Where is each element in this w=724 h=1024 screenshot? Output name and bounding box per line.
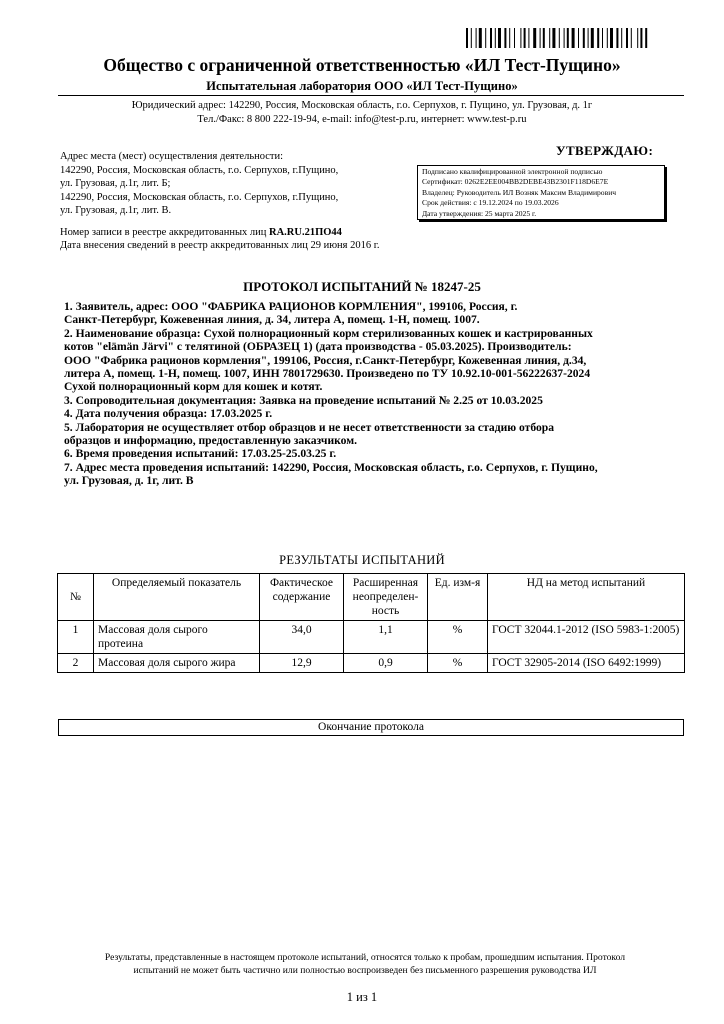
protocol-item-line: 6. Время проведения испытаний: 17.03.25-25.03.25 г. — [64, 447, 337, 461]
protocol-item-line: 2. Наименование образца: Сухой полнорационный корм стерилизованных кошек и кастрированных — [64, 326, 593, 340]
signature-line: Сертификат: 0262E2EE004BB2DEBE43B2301F118D6E7E — [422, 177, 609, 187]
row-number: 2 — [58, 654, 94, 673]
footer-line: испытаний не может быть частично или полностью воспроизведен без письменного разрешения руководства ИЛ — [133, 964, 597, 976]
col-value: Фактическое содержание — [260, 574, 344, 621]
activity-address-line: Адрес места (мест) осуществления деятельности: — [60, 151, 284, 162]
row-uncertainty: 0,9 — [344, 654, 428, 673]
protocol-item-line: литера А, помещ. 1-Н, помещ. 1007, ИНН 7801729630. Произведено по ТУ 10.92.10-001-56222637-2024 — [64, 367, 591, 381]
protocol-title: ПРОТОКОЛ ИСПЫТАНИЙ № 18247-25 — [243, 279, 481, 294]
protocol-item-line: котов "elämän Järvi" с телятиной (ОБРАЗЕЦ 1) (дата производства - 05.03.2025). Производитель: — [64, 340, 572, 354]
col-unit: Ед. изм-я — [428, 574, 488, 621]
legal-address: Юридический адрес: 142290, Россия, Московская область, г.о. Серпухов, г. Пущино, ул. Грузовая, д. 1г — [131, 100, 593, 111]
row-indicator: Массовая доля сырого жира — [94, 654, 260, 673]
col-uncertainty: Расширенная неопределен-ность — [344, 574, 428, 621]
activity-address-line: 142290, Россия, Московская область, г.о. Серпухов, г.Пущино, — [60, 191, 339, 203]
col-method: НД на метод испытаний — [488, 574, 685, 621]
protocol-item-line: 7. Адрес места проведения испытаний: 142290, Россия, Московская область, г.о. Серпухов, г. Пущино, — [64, 460, 598, 474]
protocol-item-line: Сухой полнорационный корм для кошек и котят. — [64, 380, 323, 394]
footer-line: Результаты, представленные в настоящем протоколе испытаний, относятся только к пробам, прошедшим испытания. Протокол — [104, 952, 626, 963]
protocol-item-line: ООО "Фабрика рационов кормления", 199106, Россия, г.Санкт-Петербург, Кожевенная линия, д.34, — [64, 353, 587, 367]
results-title: РЕЗУЛЬТАТЫ ИСПЫТАНИЙ — [279, 553, 445, 567]
registry-date: Дата внесения сведений в реестр аккредитованных лиц 29 июня 2016 г. — [60, 240, 380, 251]
row-number: 1 — [58, 621, 94, 654]
lab-name: Испытательная лаборатория ООО «ИЛ Тест-Пущино» — [206, 79, 518, 93]
end-of-protocol: Окончание протокола — [58, 719, 684, 736]
header-divider — [58, 95, 684, 96]
activity-address — [60, 150, 400, 218]
signature-line: Подписано квалифицированной электронной подписью — [422, 167, 603, 176]
barcode — [466, 28, 666, 48]
protocol-item-line: образцов и информацию, предоставленную заказчиком. — [64, 434, 358, 448]
protocol-item-line: 4. Дата получения образца: 17.03.2025 г. — [64, 407, 273, 421]
col-indicator: Определяемый показатель — [94, 574, 260, 621]
protocol-item-line: 1. Заявитель, адрес: ООО "ФАБРИКА РАЦИОНОВ КОРМЛЕНИЯ", 199106, Россия, г. — [64, 300, 518, 313]
activity-address-line: ул. Грузовая, д.1г, лит. Б; — [60, 178, 171, 189]
col-number: № — [58, 574, 94, 621]
table-row — [58, 621, 685, 654]
protocol-item-line: 3. Сопроводительная документация: Заявка на проведение испытаний № 2.25 от 10.03.2025 — [64, 393, 543, 407]
signature-line: Срок действия: с 19.12.2024 по 19.03.2026 — [422, 198, 559, 208]
footer-disclaimer — [60, 952, 670, 977]
protocol-item-line: ул. Грузовая, д. 1г, лит. В — [64, 474, 194, 488]
contacts: Тел./Факс: 8 800 222-19-94, e-mail: info@test-p.ru, интернет: www.test-p.ru — [197, 114, 527, 125]
protocol-items — [64, 300, 704, 488]
signature-stamp — [417, 165, 665, 220]
row-unit: % — [428, 654, 488, 673]
row-indicator: Массовая доля сырого протеина — [94, 621, 260, 654]
row-value: 12,9 — [260, 654, 344, 673]
protocol-item-line: 5. Лаборатория не осуществляет отбор образцов и не несет ответственности за стадию отбора — [64, 420, 555, 434]
company-title: Общество с ограниченной ответственностью «ИЛ Тест-Пущино» — [103, 55, 621, 75]
registry-number — [60, 226, 460, 239]
page-number: 1 из 1 — [346, 990, 378, 1004]
row-unit: % — [428, 621, 488, 654]
row-method: ГОСТ 32905-2014 (ISO 6492:1999) — [488, 654, 685, 673]
results-header-row — [58, 574, 685, 621]
table-row — [58, 654, 685, 673]
registry-number-label: Номер записи в реестре аккредитованных лиц — [60, 227, 270, 238]
results-table — [57, 573, 685, 673]
protocol-item-line: Санкт-Петербург, Кожевенная линия, д. 34, литера А, помещ. 1-Н, помещ. 1007. — [64, 313, 480, 327]
row-method: ГОСТ 32044.1-2012 (ISO 5983-1:2005) — [488, 621, 685, 654]
registry-number-value: RA.RU.21ПО44 — [269, 227, 342, 238]
activity-address-line: 142290, Россия, Московская область, г.о. Серпухов, г.Пущино, — [60, 164, 339, 176]
approval-heading: УТВЕРЖДАЮ: — [556, 143, 654, 158]
signature-line: Дата утверждения: 25 марта 2025 г. — [422, 208, 537, 218]
signature-line: Владелец: Руководитель ИЛ Возняк Максим Владимирович — [422, 187, 617, 197]
registry-info — [60, 226, 460, 252]
row-uncertainty: 1,1 — [344, 621, 428, 654]
row-value: 34,0 — [260, 621, 344, 654]
activity-address-line: ул. Грузовая, д.1г, лит. В. — [60, 205, 172, 216]
